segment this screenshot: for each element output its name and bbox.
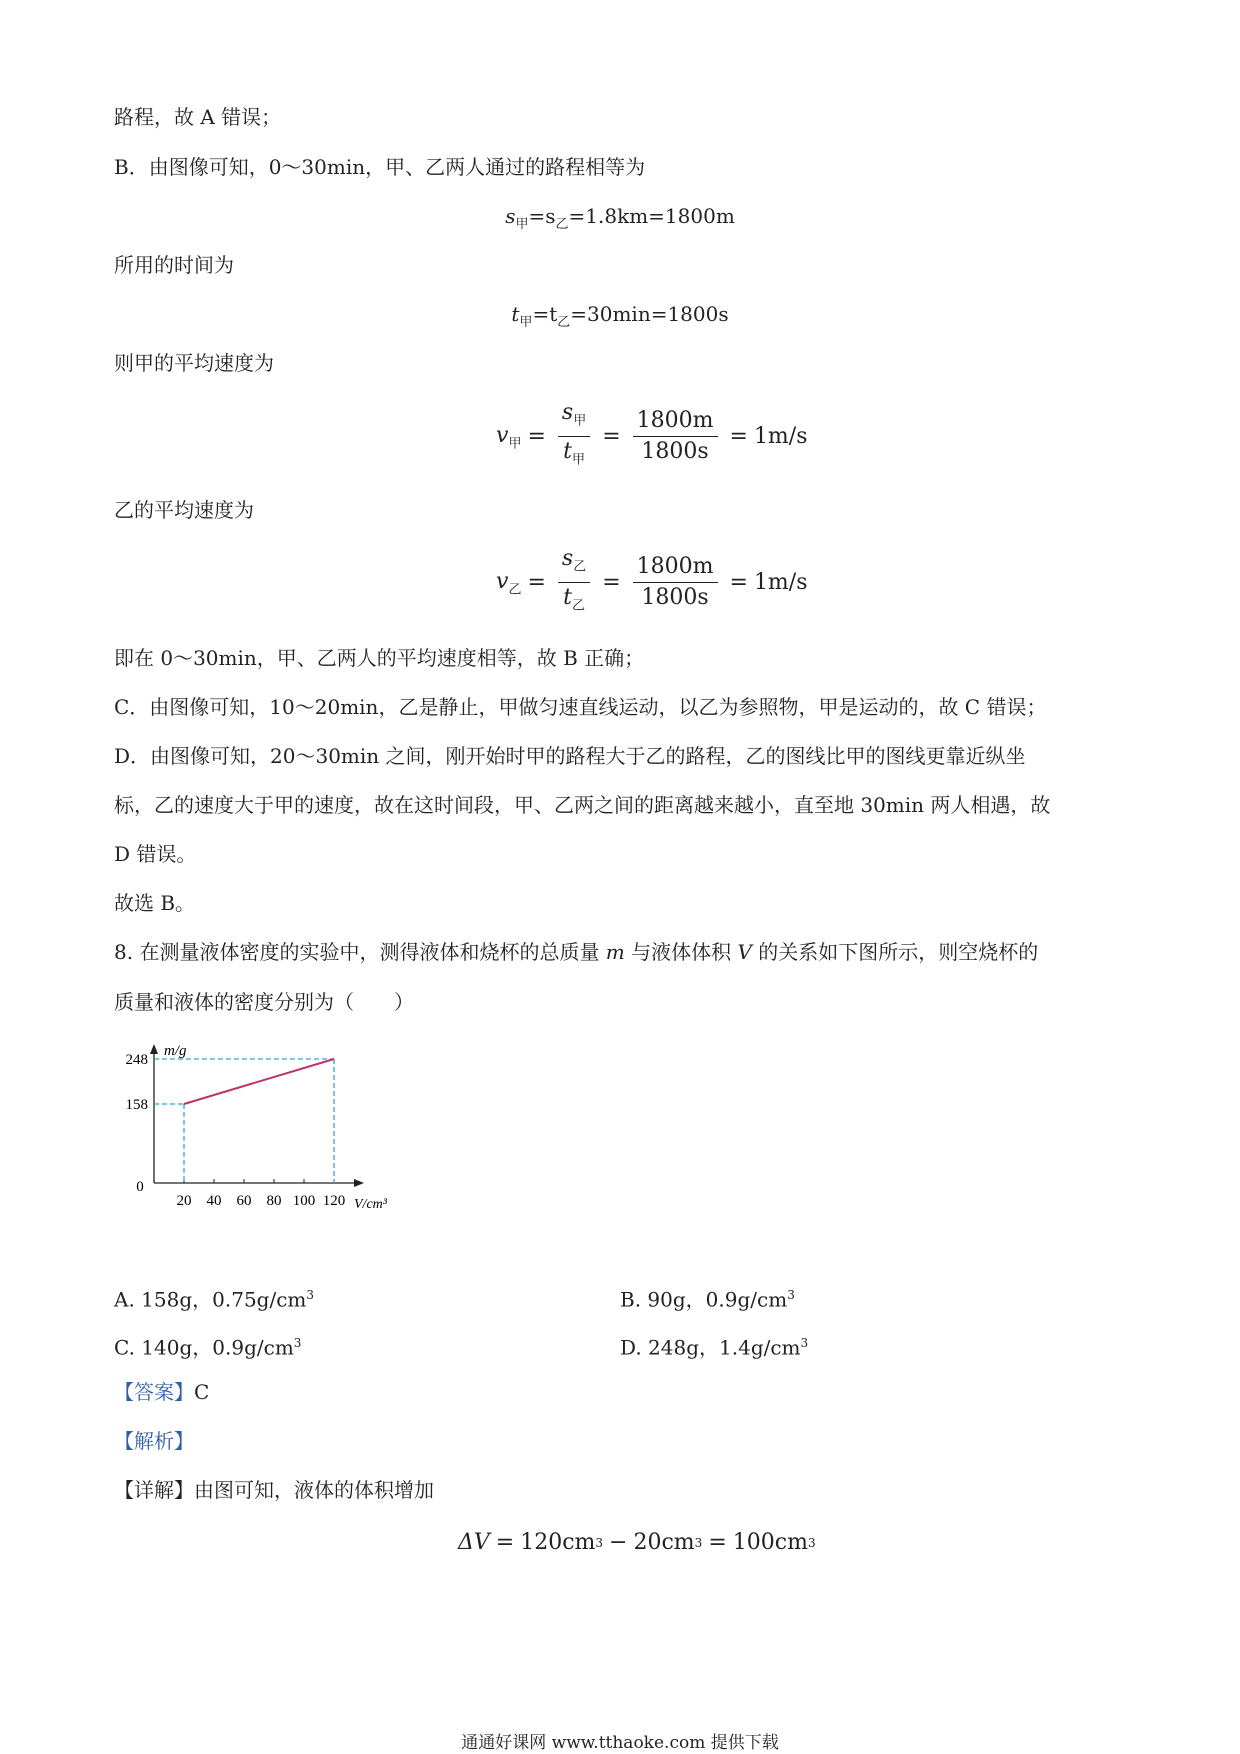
result: 1m/s — [753, 424, 808, 450]
x-axis-label: V/cm³ — [354, 1197, 387, 1208]
y-tick-label: 248 — [125, 1052, 148, 1068]
subscript: 甲 — [515, 217, 529, 232]
value: 120cm — [520, 1530, 596, 1555]
symbol: V — [737, 940, 752, 964]
superscript: 3 — [694, 1535, 703, 1550]
option-c[interactable] — [114, 1330, 301, 1361]
x-tick-label: 60 — [236, 1193, 252, 1208]
value: 20cm — [633, 1530, 695, 1555]
value: =1.8km=1800m — [568, 204, 735, 228]
symbol: t — [563, 439, 572, 465]
symbol: s — [561, 546, 574, 571]
numerator: 1800m — [633, 554, 718, 583]
footer-text: 通通好课网 www.tthaoke.com 提供下载 — [461, 1733, 779, 1753]
text-line: 所用的时间为 — [114, 253, 234, 277]
origin-label: 0 — [136, 1179, 144, 1195]
subscript: 乙 — [557, 315, 571, 330]
text-line: D 错误。 — [114, 842, 197, 866]
superscript: 3 — [807, 1535, 816, 1550]
subscript: 乙 — [555, 217, 569, 232]
detail-text: 由图可知，液体的体积增加 — [194, 1478, 434, 1502]
option-text: C. 140g，0.9g/cm — [114, 1335, 294, 1360]
text-line: 则甲的平均速度为 — [114, 351, 274, 375]
x-axis-arrow — [354, 1179, 364, 1187]
symbol: =t — [532, 302, 558, 326]
symbol: v — [496, 568, 509, 594]
mass-volume-chart — [106, 1038, 426, 1208]
numerator: 1800m — [633, 408, 718, 437]
text-line: C．由图像可知，10～20min，乙是静止，甲做匀速直线运动，以乙为参照物，甲是运动的，故 C 错误； — [114, 695, 1047, 719]
subscript: 甲 — [573, 413, 587, 429]
answer-value: C — [194, 1380, 210, 1404]
fraction — [558, 546, 590, 620]
y-axis-label: m/g — [164, 1043, 187, 1059]
text-line: 即在 0～30min，甲、乙两人的平均速度相等，故 B 正确； — [114, 646, 645, 670]
option-text: A. 158g，0.75g/cm — [114, 1287, 307, 1312]
subscript: 乙 — [573, 559, 587, 575]
y-axis-arrow — [150, 1044, 158, 1054]
subscript: 甲 — [508, 436, 522, 452]
symbol: v — [496, 422, 509, 448]
fraction — [633, 408, 718, 465]
x-tick-label: 20 — [176, 1193, 192, 1208]
question-8 — [114, 939, 1038, 965]
symbol: ΔV — [458, 1530, 490, 1555]
superscript: 3 — [306, 1288, 315, 1302]
denominator: 1800s — [641, 439, 709, 465]
fraction — [633, 554, 718, 611]
text-line: 乙的平均速度为 — [114, 498, 254, 522]
formula-speed-yi: $v_乙$ = $\frac{s_乙}{t_乙}$ = $\frac{1800m}{1800s}$ = 1m/s — [496, 546, 808, 620]
option-d[interactable] — [620, 1330, 808, 1361]
symbol: t — [563, 585, 572, 611]
symbol: s — [561, 400, 574, 425]
symbol: s — [505, 204, 516, 228]
y-tick-label: 158 — [125, 1097, 148, 1113]
subscript: 甲 — [519, 315, 533, 330]
value: 100cm — [732, 1530, 808, 1555]
question-text: 8. 在测量液体密度的实验中，测得液体和烧杯的总质量 — [114, 940, 606, 964]
x-tick-label: 120 — [322, 1193, 346, 1208]
option-a[interactable] — [114, 1282, 314, 1313]
result: 1m/s — [753, 570, 808, 596]
subscript: 乙 — [508, 582, 522, 598]
x-tick-label: 40 — [206, 1193, 222, 1208]
text-line: 质量和液体的密度分别为（ ） — [114, 990, 414, 1014]
answer-label: 【答案】 — [114, 1380, 194, 1404]
option-text: B. 90g，0.9g/cm — [620, 1287, 788, 1312]
text-line: B．由图像可知，0～30min，甲、乙两人通过的路程相等为 — [114, 155, 646, 179]
text-line: 故选 B。 — [114, 891, 196, 915]
superscript: 3 — [293, 1336, 302, 1350]
formula-delta-v: ΔV = 120cm 3 − 20cm 3 = 100cm 3 — [458, 1530, 816, 1555]
denominator: 1800s — [641, 585, 709, 611]
superscript: 3 — [595, 1535, 604, 1550]
equation-time — [0, 301, 1240, 336]
formula-speed-jia: $v_甲$ = $\frac{s_甲}{t_甲}$ = $\frac{1800m}{1800s}$ = 1m/s — [496, 400, 808, 474]
equation-distance — [0, 203, 1240, 238]
fraction — [558, 400, 590, 474]
symbol: =s — [528, 204, 556, 228]
text-line: D．由图像可知，20～30min 之间，刚开始时甲的路程大于乙的路程，乙的图线比甲的图线更靠近纵坐 — [114, 744, 1026, 768]
superscript: 3 — [800, 1336, 809, 1350]
text-line: 路程，故 A 错误； — [114, 105, 282, 129]
symbol: t — [511, 302, 520, 326]
symbol: m — [605, 940, 625, 964]
value: =30min=1800s — [570, 302, 729, 326]
option-text: D. 248g，1.4g/cm — [620, 1335, 801, 1360]
answer-line — [114, 1379, 209, 1405]
x-tick-label: 80 — [266, 1193, 282, 1208]
option-b[interactable] — [620, 1282, 795, 1313]
question-text: 的关系如下图所示，则空烧杯的 — [751, 940, 1039, 964]
x-tick-label: 100 — [292, 1193, 316, 1208]
text-line: 标，乙的速度大于甲的速度，故在这时间段，甲、乙两之间的距离越来越小，直至地 30min 两人相遇，故 — [114, 793, 1051, 817]
question-text: 与液体体积 — [624, 940, 738, 964]
data-line — [184, 1059, 334, 1104]
subscript: 甲 — [571, 452, 585, 468]
analysis-label: 【解析】 — [114, 1429, 194, 1453]
superscript: 3 — [787, 1288, 795, 1302]
subscript: 乙 — [571, 598, 585, 614]
detail-label: 【详解】 — [114, 1478, 194, 1502]
detail-line — [114, 1477, 434, 1503]
